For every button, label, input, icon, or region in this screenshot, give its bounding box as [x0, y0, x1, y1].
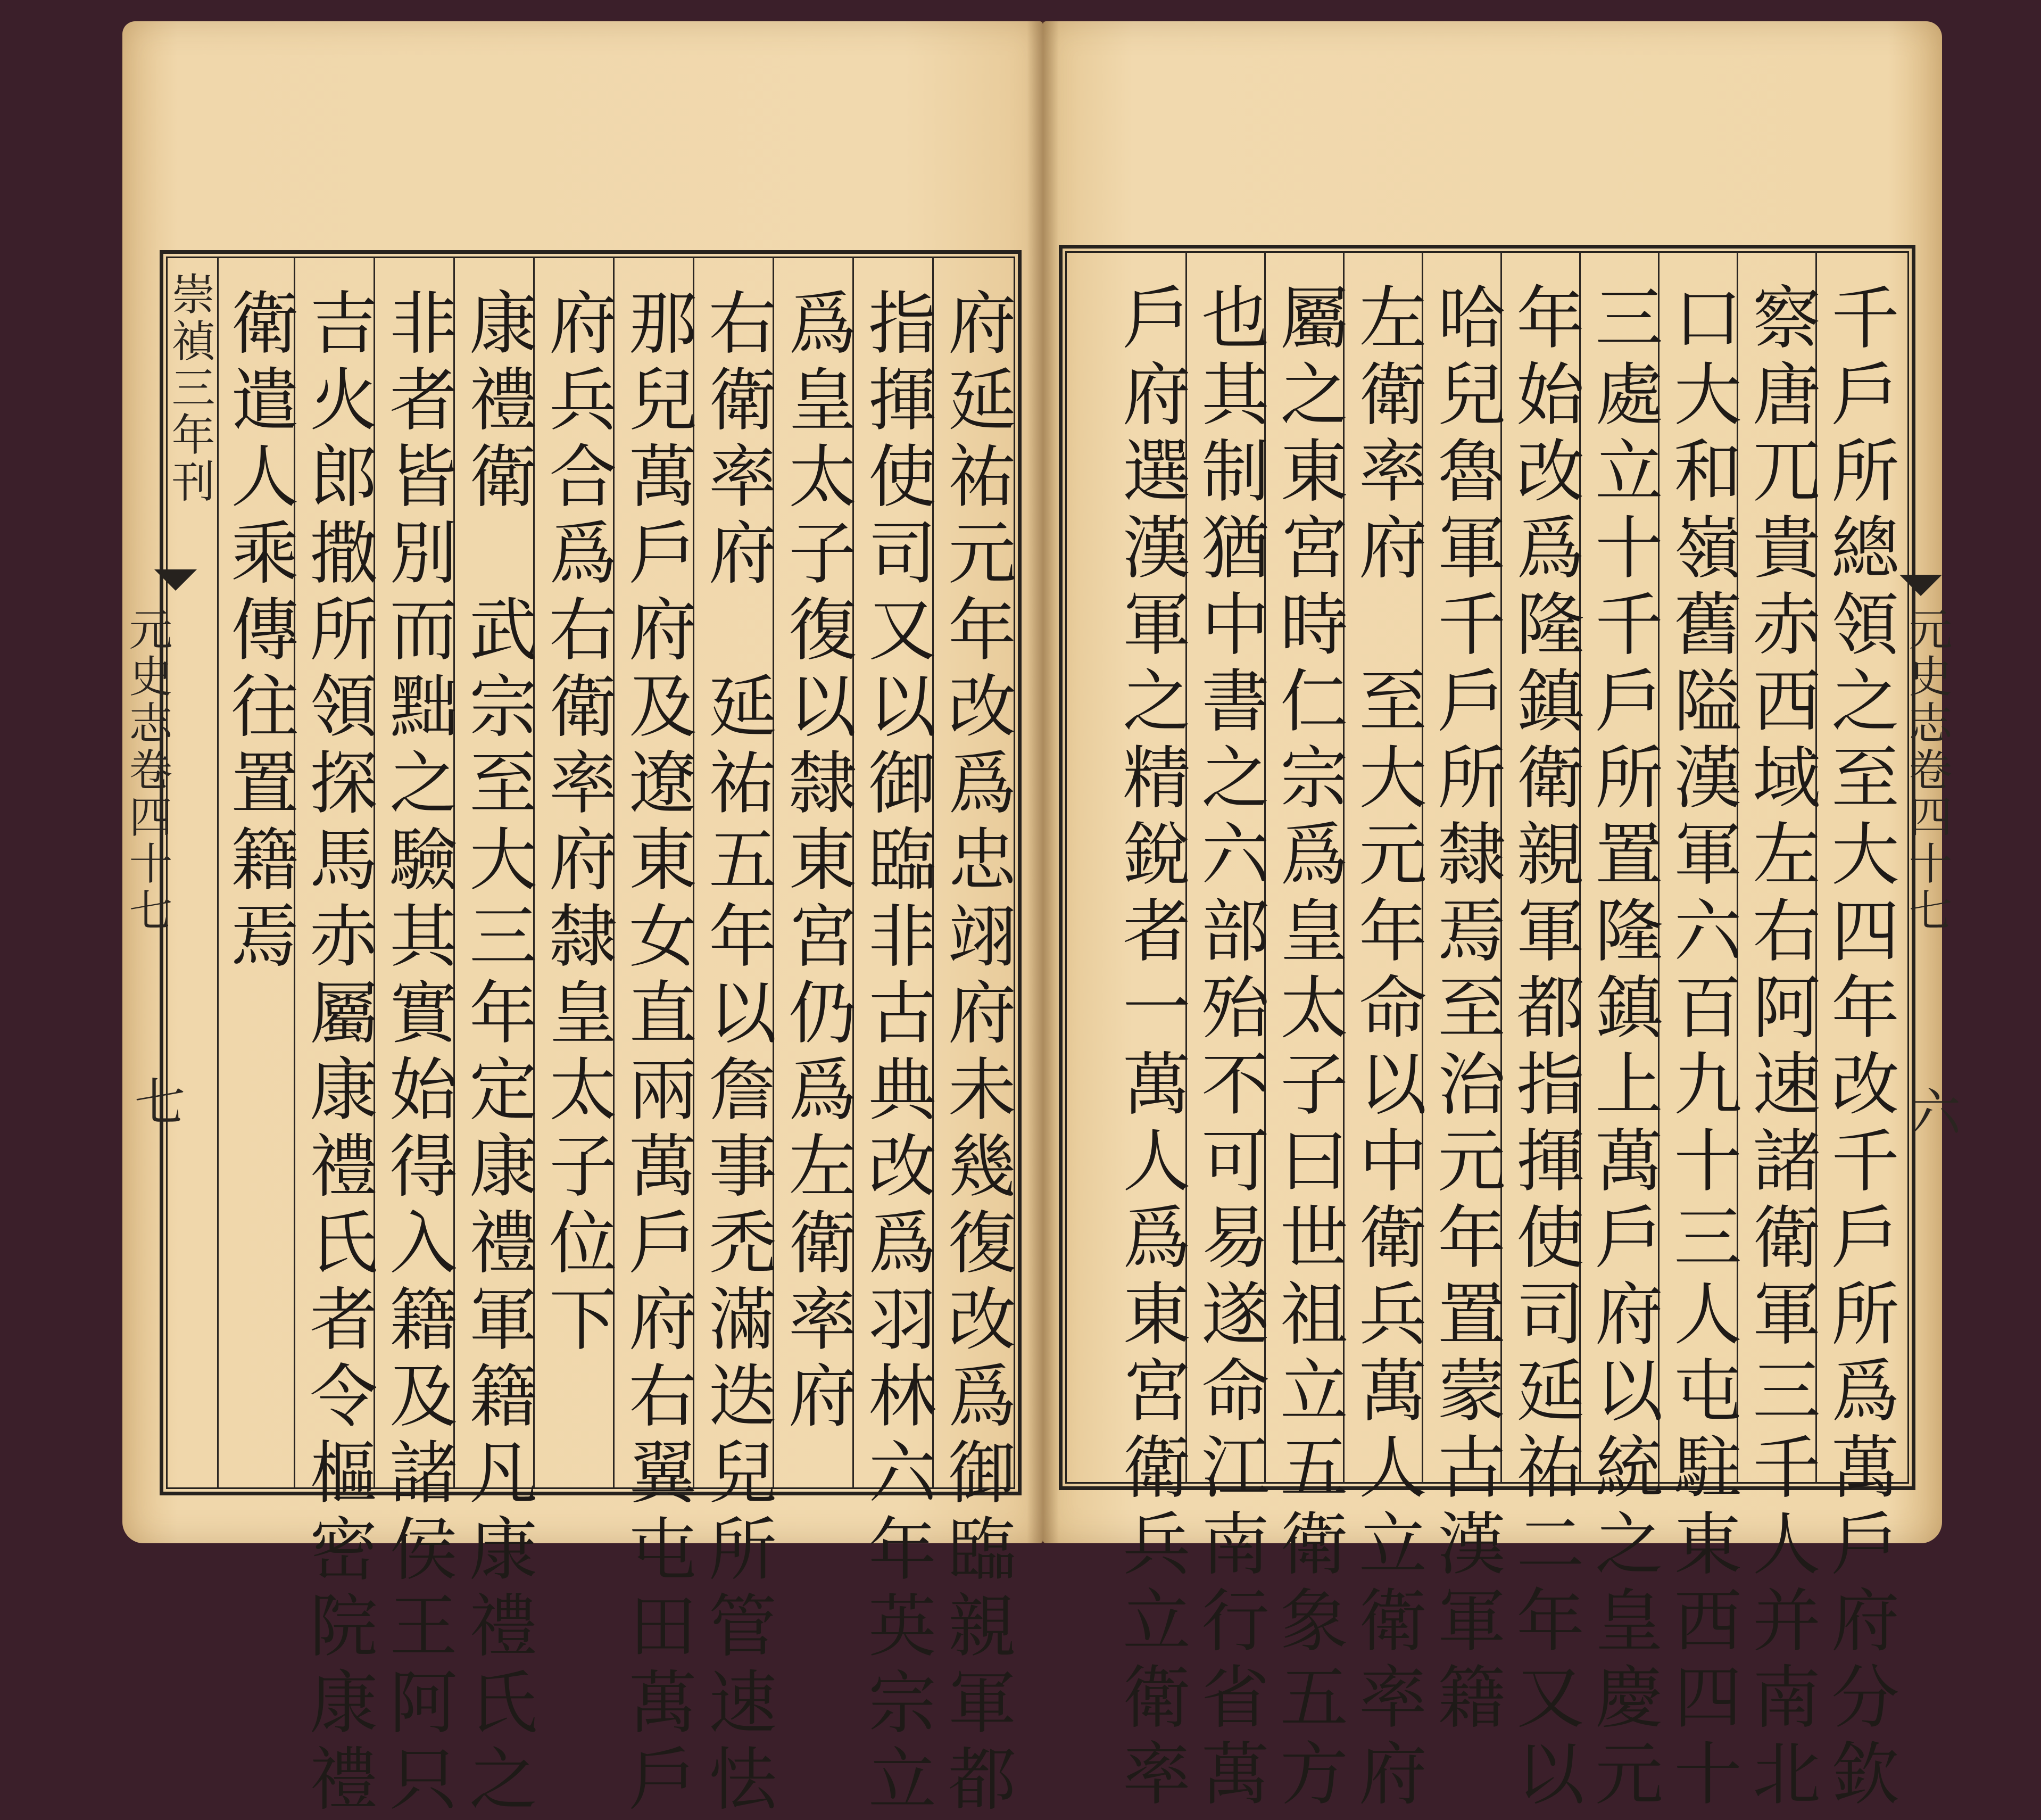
text-column: 那兒萬戶府及遼東女直兩萬戶府右翼屯田萬戶 — [617, 287, 696, 1820]
text-column: 吉火郎撒所領探馬赤屬康禮氏者令樞密院康禮 — [298, 287, 377, 1820]
text-column: 爲皇太子復以隸東宮仍爲左衛率府 — [777, 287, 856, 1437]
text-column: 察唐兀貴赤西域左右阿速諸衛軍三千人并南北 — [1741, 282, 1820, 1815]
fishtail-mark — [154, 569, 197, 591]
text-column: 千戶所總領之至大四年改千戶所爲萬戶府分欽 — [1820, 282, 1899, 1815]
text-column: 戶府選漢軍之精銳者一萬人爲東宮衛兵立衛率 — [1111, 282, 1190, 1815]
book-spread — [122, 21, 1961, 1820]
text-column: 年始改爲隆鎮衛親軍都指揮使司延祐二年又以 — [1505, 282, 1584, 1815]
text-column: 府延祐元年改爲忠翊府未幾復改爲御臨親軍都 — [936, 287, 1016, 1820]
fishtail-mark — [1899, 575, 1942, 596]
text-column: 康禮衛 武宗至大三年定康禮軍籍凡康禮氏之 — [458, 287, 537, 1820]
text-column: 衛遣人乘傳往置籍焉 — [219, 287, 298, 977]
text-column: 也其制猶中書之六部殆不可易遂命江南行省萬 — [1190, 282, 1269, 1815]
text-column: 三處立十千戶所置隆鎮上萬戶府以統之皇慶元 — [1583, 282, 1663, 1815]
book-spine — [1027, 21, 1059, 1543]
text-column: 哈兒魯軍千戶所隸焉至治元年置蒙古漢軍籍 — [1426, 282, 1505, 1738]
text-column: 屬之東宮時仁宗爲皇太子曰世祖立五衛象五方 — [1268, 282, 1348, 1815]
banxin-rule — [217, 257, 219, 1489]
text-column: 口大和嶺舊隘漢軍六百九十三人屯駐東西四十 — [1662, 282, 1741, 1815]
banxin-page-number-right: 六 — [1902, 1086, 1961, 1145]
text-column: 府兵合爲右衛率府隸皇太子位下 — [537, 287, 617, 1360]
banxin-page-number-left: 七 — [126, 1075, 186, 1135]
text-column: 左衛率府 至大元年命以中衛兵萬人立衛率府 — [1347, 282, 1426, 1815]
banxin-edition-label: 崇禎三年刊 — [164, 271, 215, 506]
text-column: 非者皆別而黜之驗其實始得入籍及諸侯王阿只 — [378, 287, 457, 1820]
banxin-title-left: 元史志卷四十七 — [122, 607, 172, 934]
banxin-title-right: 元史志卷四十七 — [1902, 607, 1952, 934]
text-column: 右衛率府 延祐五年以詹事禿滿迭兒所管速怯 — [697, 287, 776, 1820]
text-column: 指揮使司又以御臨非古典改爲羽林六年英宗立 — [857, 287, 936, 1820]
